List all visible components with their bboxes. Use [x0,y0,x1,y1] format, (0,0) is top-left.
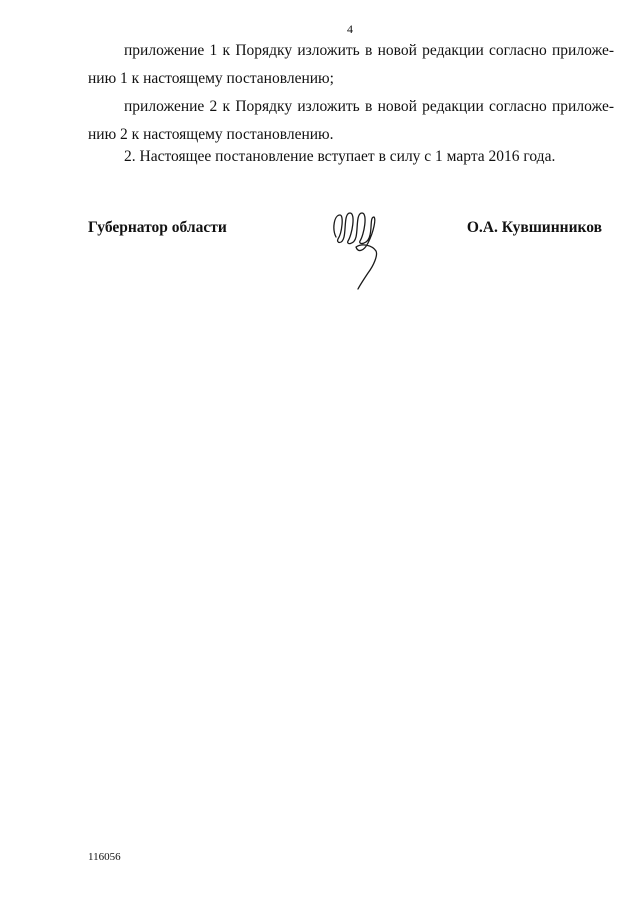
paragraph-appendix-1 [88,37,614,93]
paragraph-appendix-2 [88,93,614,149]
signer-title: Губернатор области [88,219,227,236]
paragraph-line: нию 1 к настоящему постановлению; [88,70,334,87]
paragraph-effective-date [88,143,614,171]
page-number: 4 [347,22,353,36]
paragraph-line: приложение 2 к Порядку изложить в новой редакции согласно приложе- [124,98,614,115]
handwritten-signature [328,207,388,291]
document-code: 116056 [88,851,121,863]
signer-name: О.А. Кувшинников [466,219,602,236]
paragraph-line: 2. Настоящее постановление вступает в силу с 1 марта 2016 года. [124,148,556,165]
paragraph-line: приложение 1 к Порядку изложить в новой редакции согласно приложе- [124,42,614,59]
paragraph-line: нию 2 к настоящему постановлению. [88,126,334,143]
